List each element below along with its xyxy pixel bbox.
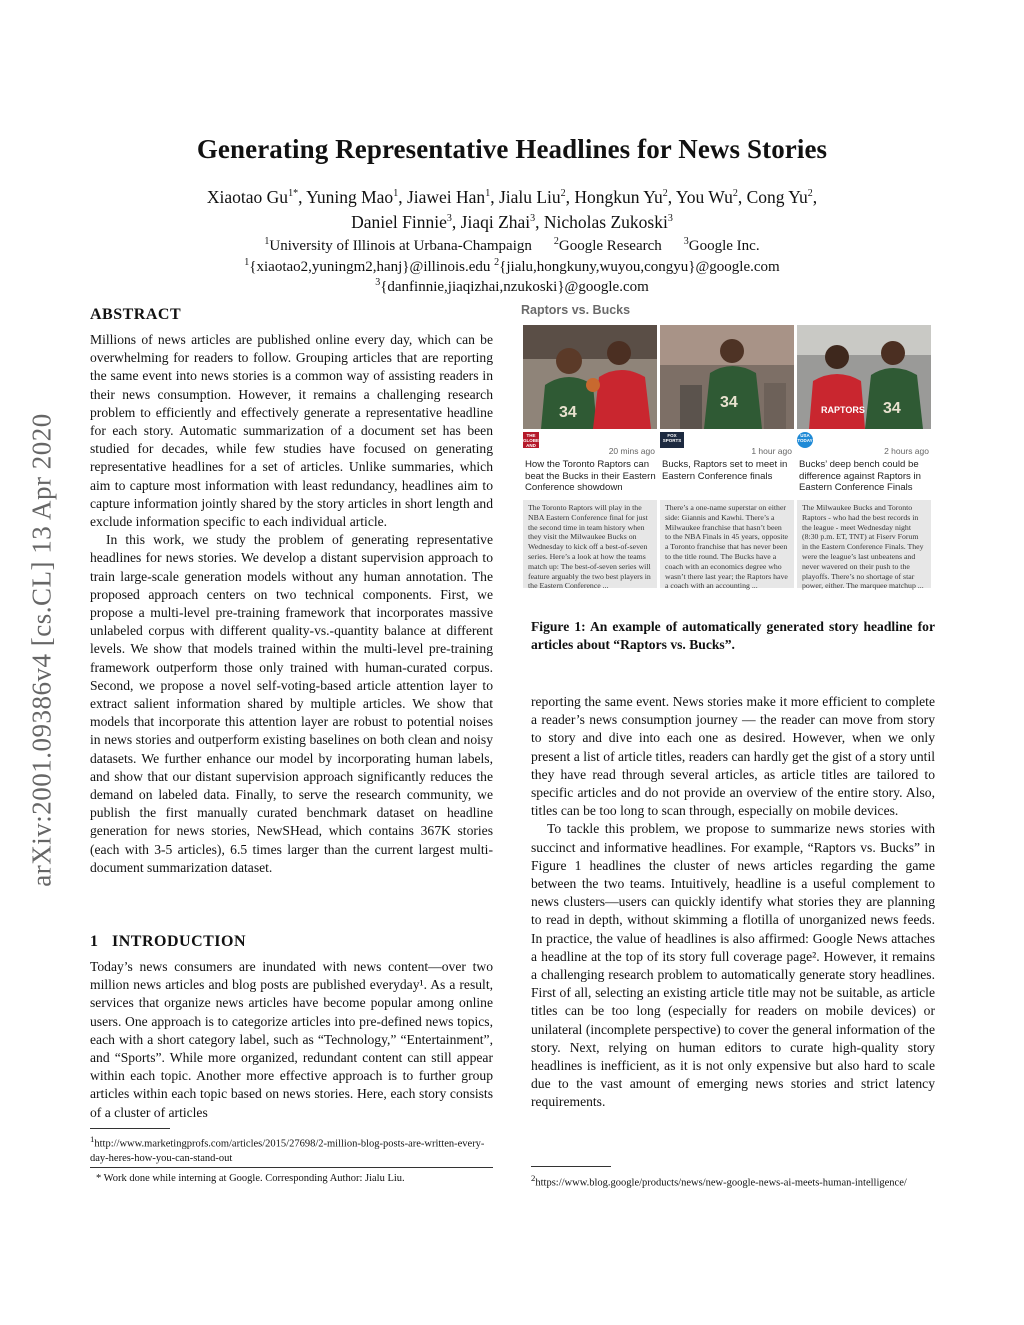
author-name: Daniel Finnie	[351, 211, 447, 232]
paper-title: Generating Representative Headlines for News Stories	[196, 134, 828, 164]
figure-caption: Figure 1: An example of automatically generated story headline for articles about “Raptors vs. Bucks”.	[531, 619, 935, 653]
intro-heading-text: INTRODUCTION	[112, 933, 247, 950]
author-separator: ,	[298, 186, 307, 207]
author-affiliation-mark: 1	[485, 188, 491, 199]
author-separator: ,	[737, 186, 747, 207]
email-group-illinois: {xiaotao2,yuningm2,hanj}@illinois.edu	[249, 259, 491, 275]
story-headline-1[interactable]: How the Toronto Raptors can beat the Bucks in their Eastern Conference showdown	[525, 459, 656, 494]
footnote-2	[531, 1171, 935, 1191]
abstract-paragraph-2: In this work, we study the problem of generating representative headlines for news stories. We develop a distant supervision approach to train large-scale generation models without any human annotation. The proposed approach centers on two technical components. First, we propose a multi-level pre-training framework that incorporates massive unlabeled corpus with different quality-vs.-quantity balance at different levels. We show that models trained within the multi-level pre-training framework outperform those only trained with human-curated corpus. Second, we propose a novel self-voting-based article attention layer to extract salient information shared by multiple articles. We show that models that incorporate this attention layer are robust to potential noises in news stories and outperform existing baselines on both clean and noisy datasets. We further enhance our model by incorporating human labels, and show that our distant supervision approach significantly reduces the demand on labeled data. Finally, to serve the research community, we publish the first manually curated benchmark dataset on headline generation for news stories, NewSHead, which contains 367K stories (each with 3-5 articles), 6.5 times larger than the current largest multi-document summarization dataset.	[90, 532, 493, 875]
author-separator: ,	[451, 211, 461, 232]
abstract-heading: ABSTRACT	[90, 306, 182, 323]
author-affiliation-mark: 3	[667, 212, 673, 224]
email-sup: 1	[244, 257, 250, 268]
footnote-rule	[90, 1128, 170, 1129]
svg-text:34: 34	[720, 394, 738, 411]
affiliation-line	[264, 238, 759, 254]
author-affiliation-mark: 1*	[288, 188, 299, 199]
intro-body-left	[90, 958, 493, 1122]
story-meta-2	[660, 433, 794, 457]
email-line-2	[130, 273, 894, 297]
author-name: Hongkun Yu	[574, 186, 663, 207]
intro-heading	[90, 933, 246, 951]
author-affiliation-mark: 2	[732, 188, 738, 199]
affiliation-name: University of Illinois at Urbana-Champaign	[269, 238, 532, 254]
email-sup: 2	[494, 257, 500, 268]
author-name: You Wu	[675, 186, 733, 207]
email-group-google-inc: {danfinnie,jiaqizhai,nzukoski}@google.com	[380, 279, 649, 295]
author-affiliation-mark: 2	[662, 188, 668, 199]
footnote-1-mark: 1	[90, 1134, 95, 1144]
story-meta-1	[523, 433, 657, 457]
author-note: * Work done while interning at Google. Corresponding Author: Jialu Liu.	[96, 1173, 405, 1184]
author-name: Jiaqi Zhai	[460, 211, 531, 232]
affiliation-name: Google Research	[558, 238, 662, 254]
story-photo-2	[660, 325, 794, 429]
story-snippet-1: The Toronto Raptors will play in the NBA Eastern Conference final for just the second time in team history when they visit the Milwaukee Bucks on Wednesday to kick off a best-of-seven series. Here’s a look at how the teams match up: The best-of-seven series will feature arguably the two best players in the Eastern Conference ...	[523, 500, 657, 588]
arxiv-identifier-text: arXiv:2001.09386v4 [cs.CL] 13 Apr 2020	[26, 413, 57, 887]
footnote-1	[90, 1132, 493, 1166]
intro-paragraph-3: To tackle this problem, we propose to summarize news stories with succinct and informative headlines. For example, “Raptors vs. Bucks” in Figure 1 headlines the cluster of news articles regarding the game between the two teams. Intuitively, headline is a useful complement to news clusters—users can quickly identify what stories they are planning to read in depth, without skimming a flotilla of unorganized news feeds. In practice, the value of headlines is also affirmed: Google News attaches a headline at the top of its story full coverage page². However, it remains a challenging research problem to automatically generate story headlines. First of all, selecting an existing article title may not be suitable, as article titles can be too long (especially for readers on mobile devices) or unilateral (incomplete perspective) to cover the general information of the story. Next, relying on human editors to curate high-quality story headlines is inefficient, as it is not only expensive but also hard to scale due to the vast amount of emerging news stories and strict latency requirements.	[531, 821, 935, 1110]
affiliation-name: Google Inc.	[688, 238, 760, 254]
story-headline-2[interactable]: Bucks, Raptors set to meet in Eastern Conference finals	[662, 459, 788, 482]
story-snippet-2: There’s a one-name superstar on either side: Giannis and Kawhi. There’s a Milwaukee franchise that hasn’t been to the NBA Finals in 45 years, opposite a Toronto franchise that has never been to the title round. The Bucks have a coach with an economics degree who wasn’t there last year; the Raptors have a coach with an accounting ...	[660, 500, 794, 588]
author-separator: ,	[667, 186, 676, 207]
author-separator: ,	[535, 211, 544, 232]
story-time-3: 2 hours ago	[884, 446, 929, 456]
footnote-rule-2	[90, 1167, 493, 1168]
intro-paragraph-2: reporting the same event. News stories make it more efficient to complete a reader’s news consumption journey — the reader can move from story to story and dive into each one as desired. However, when we only present a list of article titles, readers can hardly get the gist of a story until they have read through several articles, as article titles are tailored to specific articles and do not provide an overview of the entire story. Also, titles can be too long to scan through, especially on mobile devices.	[531, 694, 935, 819]
author-separator: ,	[812, 186, 818, 207]
globe-and-mail-logo-icon: THE GLOBE AND MAIL	[523, 433, 540, 453]
affiliation-mark: 3	[683, 236, 689, 247]
author-separator: ,	[398, 186, 407, 207]
story-time-2: 1 hour ago	[751, 446, 792, 456]
story-meta-3	[797, 433, 931, 457]
story-snippet-3: The Milwaukee Bucks and Toronto Raptors - who had the best records in the league - meet Wednesday night (8:30 p.m. ET, TNT) at Fiserv Forum in the Eastern Conference Finals. They were the league’s last unbeatens and never wavered on their push to the playoffs. There’s no shortage of star power, either. The marquee matchup ...	[797, 500, 931, 588]
svg-text:RAPTORS: RAPTORS	[821, 405, 865, 415]
abstract-body	[90, 331, 493, 877]
svg-text:34: 34	[883, 400, 901, 417]
basketball-photo-1	[523, 325, 657, 429]
author-name: Yuning Mao	[306, 186, 394, 207]
intro-body-right	[531, 693, 935, 1112]
footnote-2-mark: 2	[531, 1173, 536, 1183]
footnote-1-url[interactable]: http://www.marketingprofs.com/articles/2015/27698/2-million-blog-posts-are-written-every-day-heres-how-you-can-stand-out	[90, 1138, 485, 1164]
author-name: Jiawei Han	[406, 186, 486, 207]
author-line-1	[130, 183, 894, 208]
author-affiliation-mark: 3	[530, 212, 536, 224]
author-name: Nicholas Zukoski	[543, 211, 668, 232]
email-group-google-research: {jialu,hongkuny,wuyou,congyu}@google.com	[499, 259, 780, 275]
affiliation-mark: 2	[553, 236, 559, 247]
story-photo-1	[523, 325, 657, 429]
basketball-photo-2	[660, 325, 794, 429]
author-line-2	[130, 208, 894, 233]
svg-text:34: 34	[559, 404, 577, 421]
abstract-paragraph-1: Millions of news articles are published online every day, which can be overwhelming for readers to follow. Grouping articles that are reporting the same event into news stories is a common way of assisting readers in their news consumption. However, it remains a challenging research problem to efficiently and effectively generate a representative headline for each story. Automatic summarization of a document set has been studied for decades, while few studies have focused on generating representative headlines for a set of articles. Unlike summaries, which aim to capture most information with least redundancy, headlines aim to capture information jointly shared by the story articles in short length and exclude information specific to each individual article.	[90, 332, 493, 530]
story-time-1: 20 mins ago	[608, 446, 655, 456]
footnote-2-url[interactable]: https://www.blog.google/products/news/new-google-news-ai-meets-human-intelligence/	[535, 1177, 907, 1189]
figure-1	[520, 303, 934, 595]
story-photo-3	[797, 325, 931, 429]
author-affiliation-mark: 3	[446, 212, 452, 224]
email-sup: 3	[375, 277, 381, 288]
author-name: Xiaotao Gu	[206, 186, 289, 207]
author-separator: ,	[490, 186, 499, 207]
fox-sports-logo-icon: FOX SPORTS	[660, 432, 684, 448]
basketball-photo-3	[797, 325, 931, 429]
author-affiliation-mark: 2	[807, 188, 813, 199]
author-affiliation-mark: 1	[393, 188, 399, 199]
story-headline-3[interactable]: Bucks’ deep bench could be difference against Raptors in Eastern Conference Finals	[799, 459, 921, 494]
author-affiliation-mark: 2	[560, 188, 566, 199]
affiliation-mark: 1	[264, 236, 270, 247]
arxiv-identifier	[12, 355, 72, 945]
intro-paragraph-1: Today’s news consumers are inundated with news content—over two million news articles and blog posts are published everyday¹. As a result, services that organize news articles have become popular among online users. One approach is to categorize articles into pre-defined news topics, each with a short category label, such as “Technology,” “Entertainment”, and “Sports”. While more organized, redundant content can still appear within each topic. Another more effective approach is to further group articles within each topic based on news stories. Here, each story consists of a cluster of articles	[90, 959, 493, 1120]
figure-story-title: Raptors vs. Bucks	[521, 303, 631, 317]
author-name: Jialu Liu	[498, 186, 561, 207]
intro-heading-number: 1	[90, 933, 99, 950]
author-list	[130, 183, 894, 233]
footnote-rule-right	[531, 1166, 611, 1167]
author-separator: ,	[565, 186, 575, 207]
author-name: Cong Yu	[746, 186, 808, 207]
usa-today-logo-icon: USA TODAY	[797, 432, 813, 448]
